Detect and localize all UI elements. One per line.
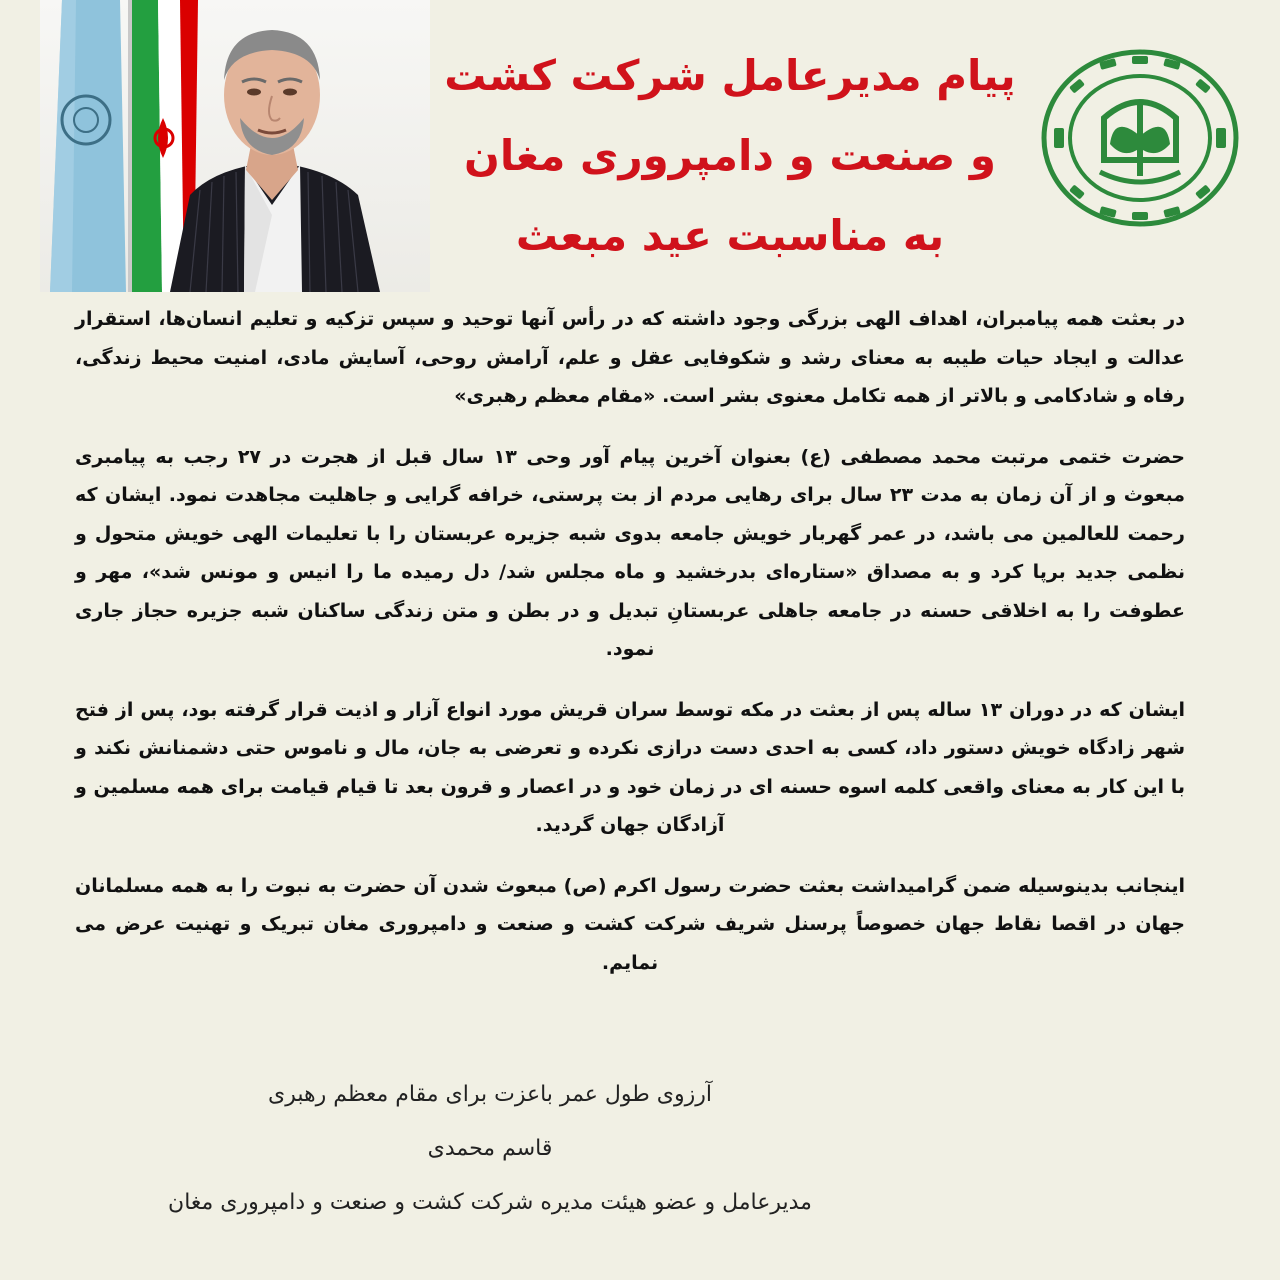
title-line: به مناسبت عید مبعث bbox=[515, 211, 945, 260]
signature-block bbox=[40, 1068, 940, 1230]
header bbox=[0, 0, 1280, 300]
title-line: و صنعت و دامپروری مغان bbox=[464, 131, 996, 180]
signature-name: قاسم محمدی bbox=[427, 1136, 553, 1161]
paragraph: حضرت ختمی مرتبت محمد مصطفی (ع) بعنوان آخرین پیام آور وحی ۱۳ سال قبل از هجرت در ۲۷ رجب به پیامبری مبعوث و از آن زمان به مدت ۲۳ سال برای رهایی مردم از بت پرستی، خرافه گرایی و جاهلیت مجاهدت نمود. ایشان که رحمت للعالمین می باشد، در عمر گهربار خویش جامعه بدوی شبه جزیره عربستان را با تعلیمات الهی خویش متحول و نظمی جدید برپا کرد و به مصداق «ستاره‌ای بدرخشید و ماه مجلس شد/ دل رمیده ما را انیس و مونس شد»، مهر و عطوفت را به اخلاقی حسنه در جامعه جاهلی عربستانِ تبدیل و در بطن و متن زندگی ساکنان شبه جزیره حجاز جاری نمود. bbox=[75, 445, 1185, 660]
signature-position: مدیرعامل و عضو هیئت مدیره شرکت کشت و صنعت و دامپروری مغان bbox=[168, 1190, 812, 1215]
paragraph: اینجانب بدینوسیله ضمن گرامیداشت بعثت حضرت رسول اکرم (ص) مبعوث شدن آن حضرت به نبوت را به همه مسلمانان جهان در اقصا نقاط جهان خصوصاً پرسنل شریف شرکت کشت و صنعت و دامپروری مغان تبریک و تهنیت عرض می نمایم. bbox=[75, 874, 1185, 974]
company-emblem-icon bbox=[1040, 48, 1240, 228]
portrait-illustration bbox=[40, 0, 430, 292]
paragraph: ایشان که در دوران ۱۳ ساله پس از بعثت در مکه توسط سران قریش مورد انواع آزار و اذیت قرار گرفته بود، پس از فتح شهر زادگاه خویش دستور داد، کسی به احدی دست درازی نکرده و تعرضی به جان، مال و ناموس حتی دشمنانش نکند و با این کار به معنای واقعی کلمه اسوه حسنه ای در زمان خود و در اعصار و قرون بعد تا قیام قیامت برای همه مسلمین و آزادگان جهان گردید. bbox=[75, 698, 1186, 836]
message-body bbox=[75, 300, 1185, 1004]
paragraph: در بعثت همه پیامبران، اهداف الهی بزرگی وجود داشته که در رأس آنها توحید و سپس تزکیه و تعلیم انسان‌ها، استقرار عدالت و ایجاد حیات طیبه به معنای رشد و شکوفایی عقل و علم، آرامش روحی، آسایش مادی، امنیت محیط زندگی، رفاه و شادکامی و بالاتر از همه تکامل معنوی بشر است. «مقام معظم رهبری» bbox=[75, 308, 1185, 407]
ceo-portrait-photo bbox=[40, 0, 430, 292]
title-line: پیام مدیرعامل شرکت کشت bbox=[444, 51, 1016, 100]
page-title bbox=[430, 36, 1030, 276]
signature-wish: آرزوی طول عمر باعزت برای مقام معظم رهبری bbox=[268, 1082, 712, 1107]
